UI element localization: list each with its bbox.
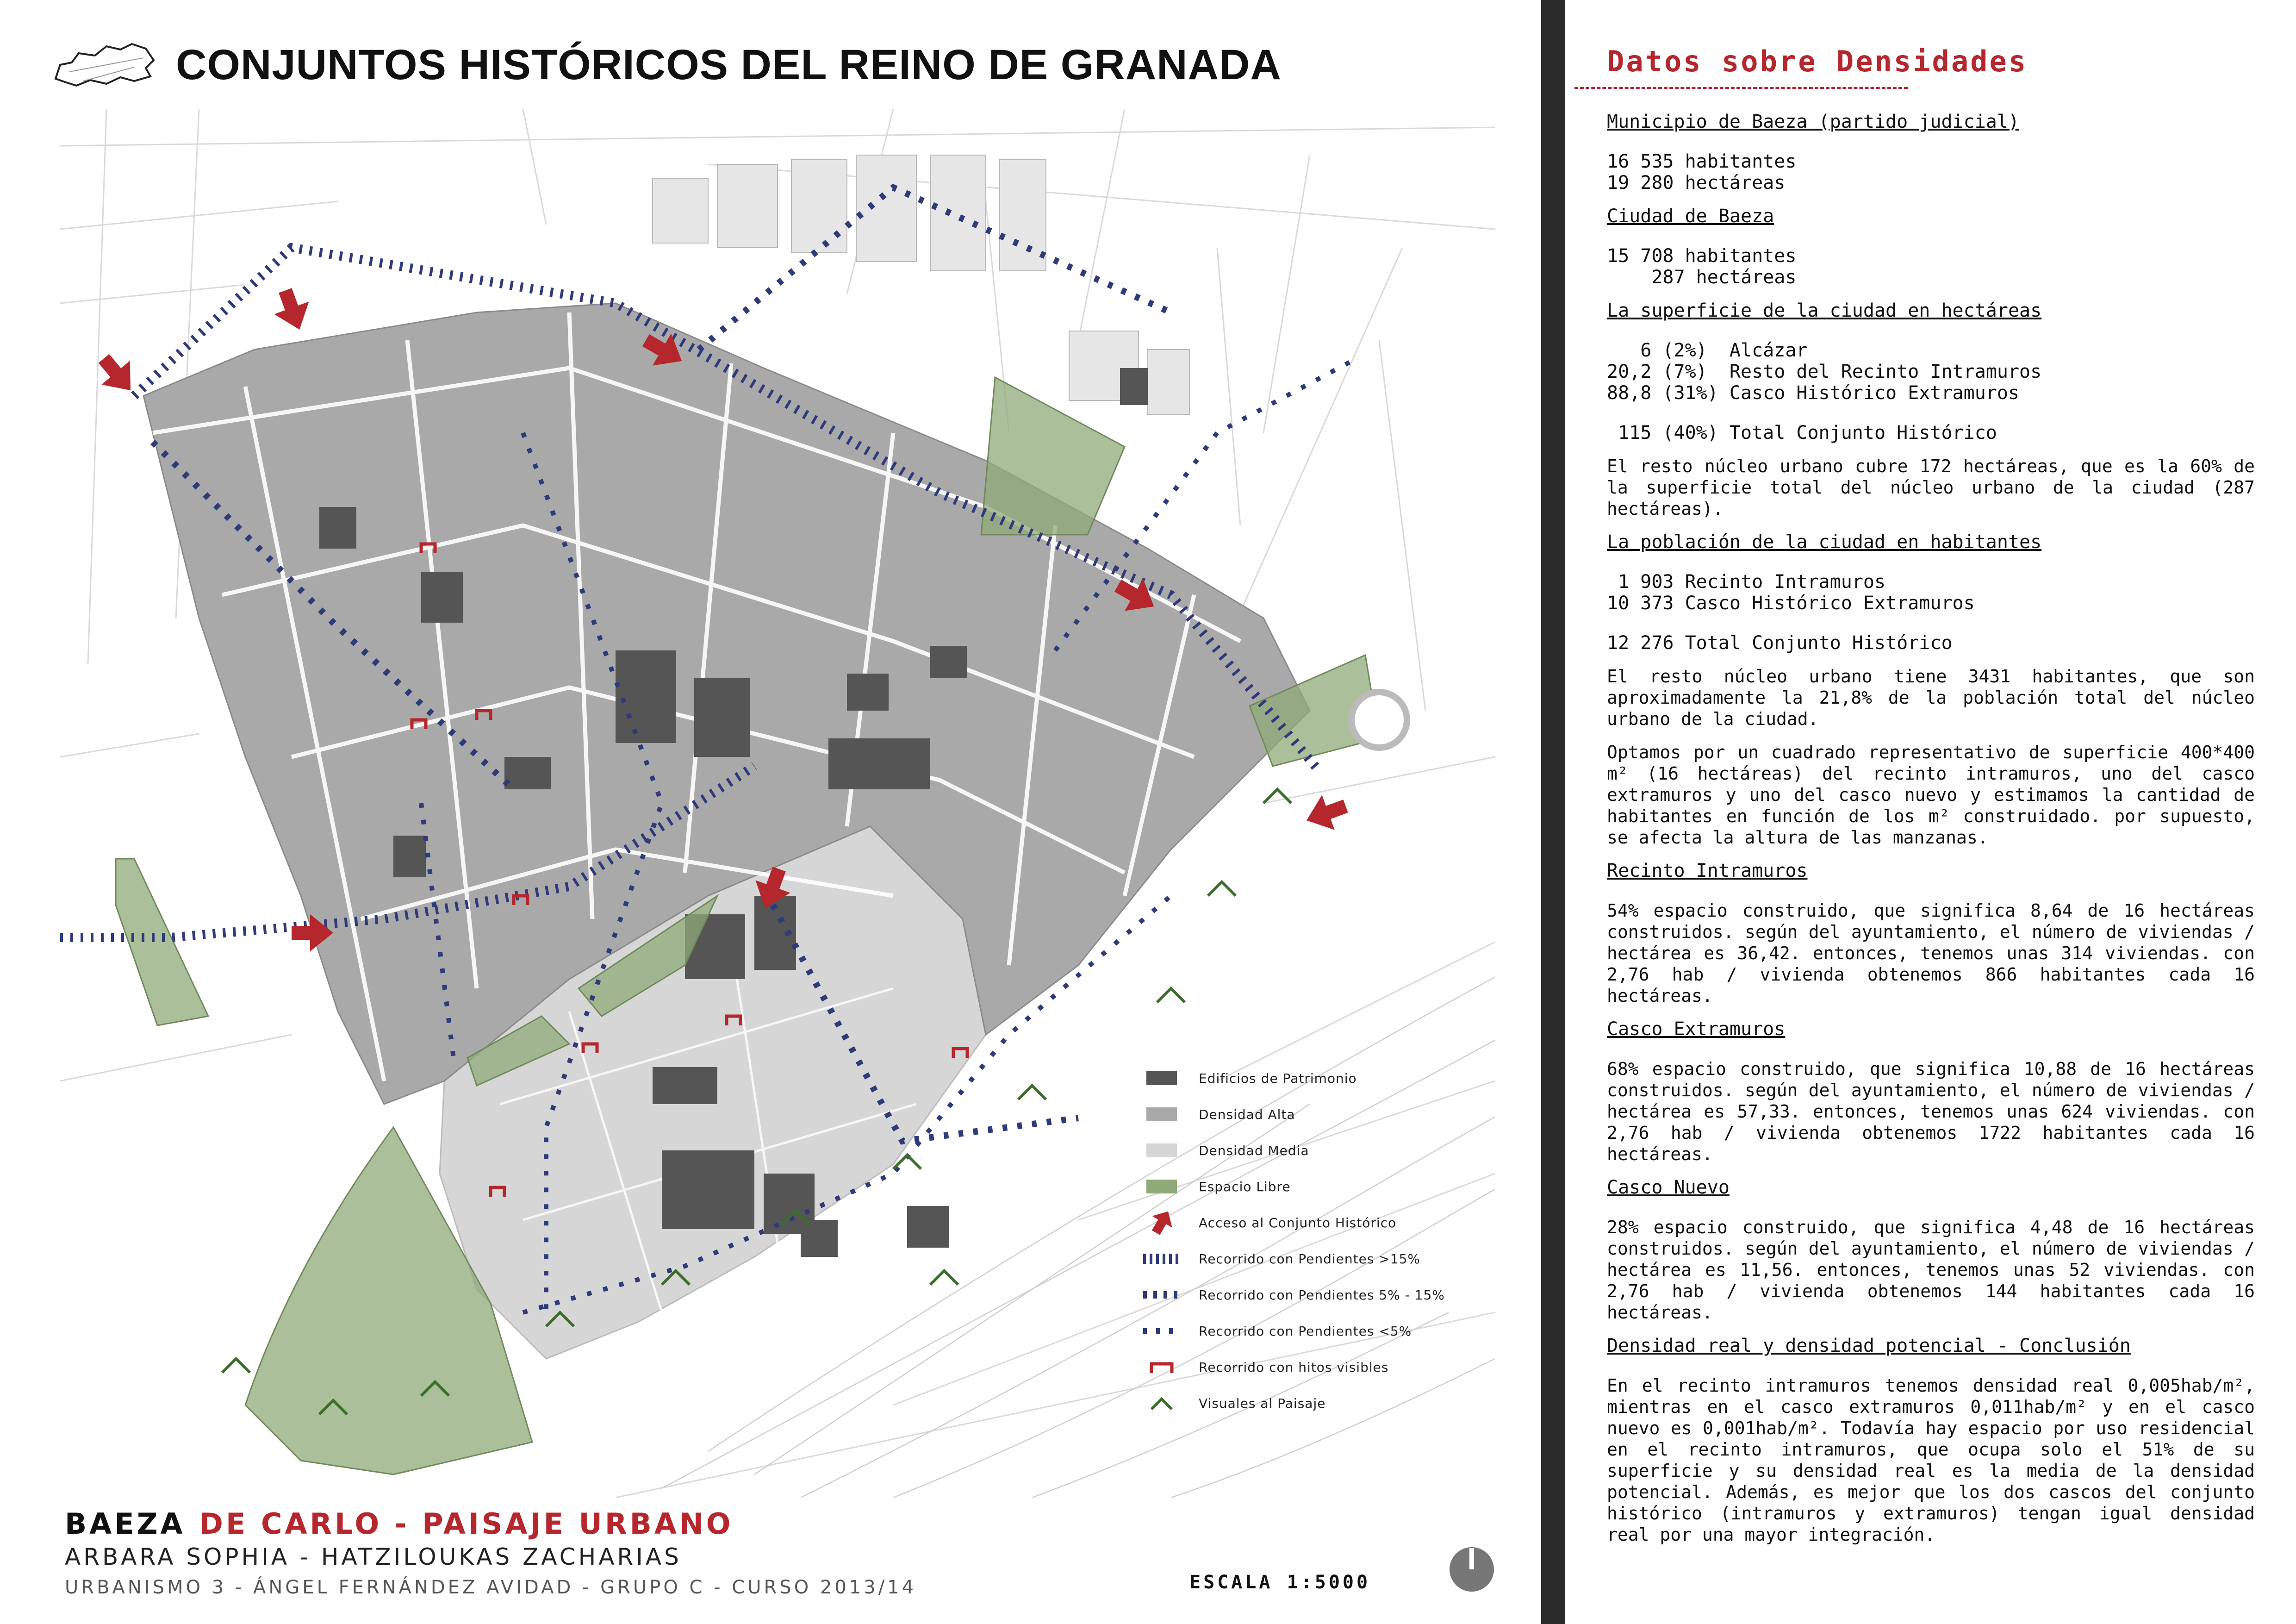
scale-label: ESCALA 1:5000 (1189, 1572, 1371, 1593)
legend-item-densidad-media (1143, 1132, 1495, 1168)
paragraph: En el recinto intramuros tenemos densidad real 0,005hab/m², mientras en el casco extramuros 0,011hab/m² y en el casco nuevo es 0,001hab/m². Todavía hay espacio por uso residencial en el recinto intramuros, que ocupa solo el 51% de su superficie y su densidad real es la media de la densidad potencial. Además, es mejor que los dos cascos del conjunto histórico (intramuros y extramuros) tengan igual densidad real por una mayor integración. (1607, 1375, 2255, 1545)
title-underline (1574, 87, 1908, 89)
paragraph: 68% espacio construido, que significa 10,88 de 16 hectáreas construidos. según del ayuntamiento, el número de viviendas / hectárea es 57,33. entonces, tenemos unas 624 viviendas. con 2,76 hab / vivienda obtenemos 1722 habitantes cada 16 hectáreas. (1607, 1059, 2255, 1164)
section-heading: Municipio de Baeza (partido judicial) (1607, 111, 2020, 132)
section-heading: Recinto Intramuros (1607, 860, 1808, 881)
data-line: 1 903 Recinto Intramuros (1607, 571, 1886, 593)
data-line: 12 276 Total Conjunto Histórico (1607, 632, 1953, 654)
legend-label: Recorrido con Pendientes <5% (1199, 1323, 1412, 1339)
legend-label: Acceso al Conjunto Histórico (1199, 1215, 1397, 1230)
panel-body (1607, 111, 2255, 1550)
legend-item-pendiente-baja (1143, 1313, 1495, 1349)
footer-title (65, 1507, 1500, 1541)
data-line: 88,8 (31%) Casco Histórico Extramuros (1607, 382, 2020, 404)
paragraph: El resto núcleo urbano tiene 3431 habitantes, que son aproximadamente la 21,8% de la población total del núcleo urbano de la ciudad. (1607, 666, 2255, 729)
data-line: 287 hectáreas (1607, 267, 1797, 288)
section-heading: Casco Extramuros (1607, 1018, 1786, 1040)
paragraph: Optamos por un cuadrado representativo de superficie 400*400 m² (16 hectáreas) del recinto intramuros, uno del casco extramuros y uno del casco nuevo y estimamos la cantidad de habitantes en función de los m² construidado. por supuesto, se afecta la altura de las manzanas. (1607, 742, 2255, 848)
data-line: 10 373 Casco Histórico Extramuros (1607, 593, 1975, 614)
data-line: 115 (40%) Total Conjunto Histórico (1607, 422, 1997, 443)
legend-label: Visuales al Paisaje (1199, 1395, 1326, 1411)
legend-label: Densidad Alta (1199, 1106, 1295, 1122)
page-title: CONJUNTOS HISTÓRICOS DEL REINO DE GRANADA (176, 41, 1282, 88)
legend-item-espacio-libre (1143, 1168, 1495, 1205)
bullring (1351, 692, 1407, 748)
data-line: 20,2 (7%) Resto del Recinto Intramuros (1607, 361, 2042, 382)
legend-item-patrimonio (1143, 1060, 1495, 1096)
section-heading: La población de la ciudad en habitantes (1607, 531, 2042, 553)
legend-label: Recorrido con hitos visibles (1199, 1359, 1389, 1375)
legend-item-hitos (1143, 1349, 1495, 1385)
paragraph: El resto núcleo urbano cubre 172 hectáreas, que es la 60% de la superficie total del núcleo urbano de la ciudad (287 hectáreas). (1607, 456, 2255, 519)
section-heading: La superficie de la ciudad en hectáreas (1607, 300, 2042, 321)
data-line: 6 (2%) Alcázar (1607, 340, 1808, 361)
paragraph: 54% espacio construido, que significa 8,64 de 16 hectáreas construidos. según del ayuntamiento, el número de viviendas / hectárea es 36,42. entonces, tenemos unas 314 viviendas. con 2,76 hab / vivienda obtenemos 866 habitantes cada 16 hectáreas. (1607, 900, 2255, 1006)
paragraph: 28% espacio construido, que significa 4,48 de 16 hectáreas construidos. según del ayuntamiento, el número de viviendas / hectárea es 11,56. entonces, tenemos unas 52 viviendas. con 2,76 hab / vivienda obtenemos 144 habitantes cada 16 hectáreas. (1607, 1217, 2255, 1323)
legend-item-visuales (1143, 1385, 1495, 1421)
panel-divider (1541, 0, 1565, 1624)
authors: ARBARA SOPHIA - HATZILOUKAS ZACHARIAS (65, 1543, 682, 1570)
legend-label: Edificios de Patrimonio (1199, 1070, 1357, 1086)
panel-title: Datos sobre Densidades (1607, 44, 2028, 78)
section-heading: Densidad real y densidad potencial - Conclusión (1607, 1335, 2131, 1356)
legend-item-pendiente-media (1143, 1277, 1495, 1313)
andalucia-logo-icon (51, 39, 157, 90)
footer-subtitle: DE CARLO - PAISAJE URBANO (199, 1507, 734, 1541)
legend-item-pendiente-alta (1143, 1241, 1495, 1277)
section-heading: Casco Nuevo (1607, 1177, 1730, 1198)
north-arrow-icon (1449, 1546, 1495, 1593)
section-heading: Ciudad de Baeza (1607, 206, 1774, 227)
legend-label: Densidad Media (1199, 1143, 1309, 1158)
data-line: 16 535 habitantes (1607, 151, 1797, 172)
course-info: URBANISMO 3 - ÁNGEL FERNÁNDEZ AVIDAD - GRUPO C - CURSO 2013/14 (65, 1577, 917, 1598)
city-name: BAEZA (65, 1507, 186, 1541)
data-line: 15 708 habitantes (1607, 245, 1797, 267)
arrow-icon (1145, 1209, 1178, 1237)
legend (1143, 1060, 1495, 1421)
legend-label: Recorrido con Pendientes >15% (1199, 1251, 1421, 1267)
density-data-panel (1565, 0, 2296, 1624)
legend-label: Espacio Libre (1199, 1179, 1291, 1194)
legend-label: Recorrido con Pendientes 5% - 15% (1199, 1287, 1445, 1303)
legend-item-acceso (1143, 1205, 1495, 1241)
header (51, 32, 1282, 97)
legend-item-densidad-alta (1143, 1096, 1495, 1132)
data-line: 19 280 hectáreas (1607, 172, 1786, 194)
